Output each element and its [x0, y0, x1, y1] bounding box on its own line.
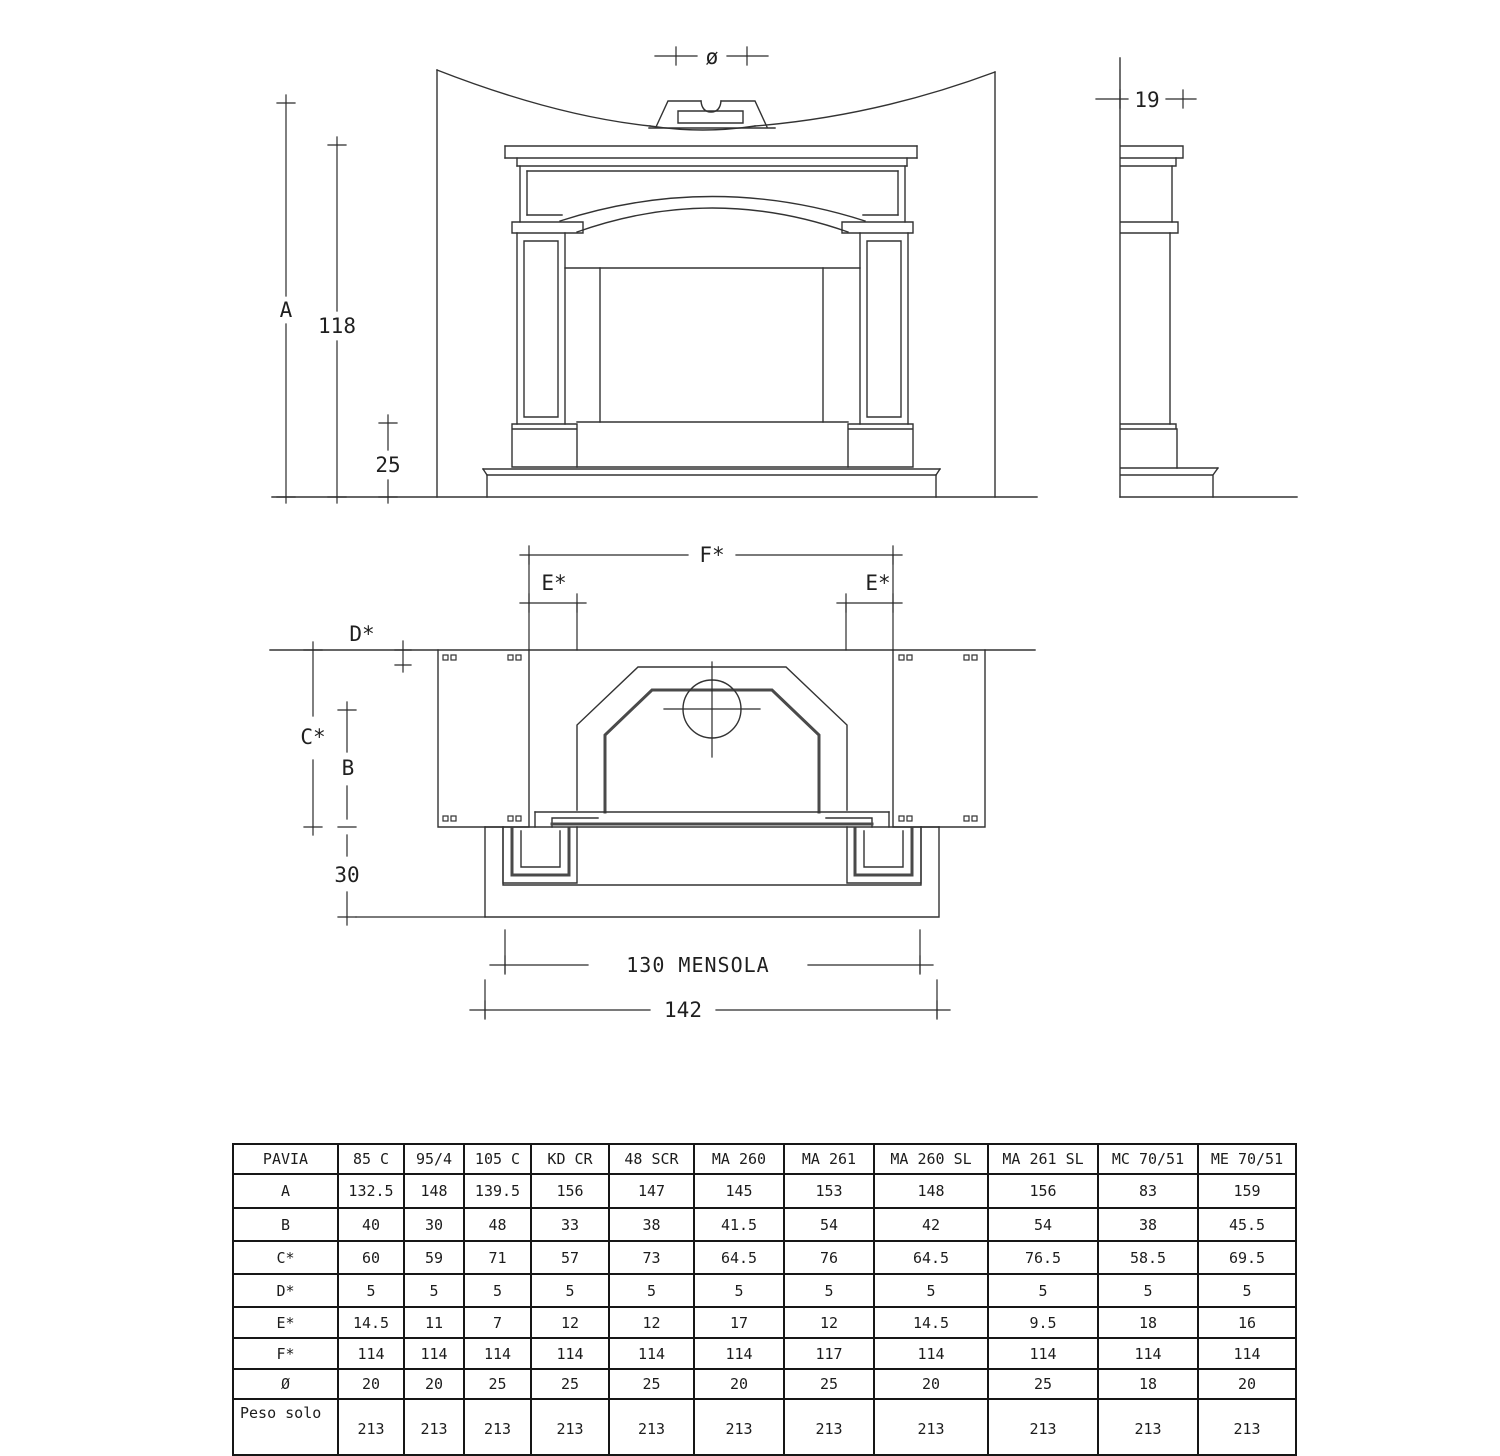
table-cell: 148	[874, 1174, 988, 1208]
column-bases	[512, 424, 913, 467]
dim-e-right	[837, 571, 902, 650]
table-cell: 114	[404, 1338, 464, 1369]
table-cell: 64.5	[694, 1241, 784, 1274]
dim-a	[277, 95, 295, 503]
dim-19-label: 19	[1134, 88, 1160, 112]
front-view	[272, 45, 1037, 503]
table-cell: 33	[531, 1208, 609, 1241]
table-cell: 213	[531, 1399, 609, 1455]
dim-diameter	[655, 45, 768, 69]
table-row	[233, 1274, 1296, 1307]
table-row	[233, 1208, 1296, 1241]
table-cell: 114	[531, 1338, 609, 1369]
table-cell: 213	[609, 1399, 694, 1455]
spec-table-container	[232, 1143, 1295, 1438]
table-cell: 114	[874, 1338, 988, 1369]
table-cell: 159	[1198, 1174, 1296, 1208]
table-cell: 5	[609, 1274, 694, 1307]
table-cell: 60	[338, 1241, 404, 1274]
table-cell: 20	[338, 1369, 404, 1399]
table-cell: 25	[784, 1369, 874, 1399]
flue-circle	[664, 662, 760, 757]
dim-mensola	[490, 930, 933, 977]
table-row	[233, 1174, 1296, 1208]
table-cell: 12	[531, 1307, 609, 1338]
table-cell: 41.5	[694, 1208, 784, 1241]
row-label: Ø	[233, 1369, 338, 1399]
table-cell: 213	[338, 1399, 404, 1455]
plan-columns	[503, 827, 921, 883]
table-cell: 156	[531, 1174, 609, 1208]
dim-mensola-label: 130 MENSOLA	[626, 953, 770, 977]
dim-c-label: C*	[300, 725, 326, 749]
table-cell: 213	[1098, 1399, 1198, 1455]
table-cell: 54	[784, 1208, 874, 1241]
dim-30-label: 30	[334, 863, 360, 887]
table-cell: 25	[531, 1369, 609, 1399]
table-cell: 57	[531, 1241, 609, 1274]
plan-shelf-steps	[485, 812, 939, 827]
table-row	[233, 1241, 1296, 1274]
table-row	[233, 1369, 1296, 1399]
table-cell: 213	[874, 1399, 988, 1455]
columns	[517, 233, 908, 424]
table-cell: 45.5	[1198, 1208, 1296, 1241]
column-header: MA 261	[784, 1144, 874, 1174]
table-cell: 147	[609, 1174, 694, 1208]
table-cell: 117	[784, 1338, 874, 1369]
table-cell: 148	[404, 1174, 464, 1208]
table-cell: 5	[1198, 1274, 1296, 1307]
table-cell: 114	[464, 1338, 531, 1369]
table-cell: 73	[609, 1241, 694, 1274]
row-label: D*	[233, 1274, 338, 1307]
table-cell: 5	[874, 1274, 988, 1307]
table-cell: 64.5	[874, 1241, 988, 1274]
dim-25-label: 25	[375, 453, 401, 477]
row-label: E*	[233, 1307, 338, 1338]
table-cell: 5	[531, 1274, 609, 1307]
table-header-row	[233, 1144, 1296, 1174]
row-label: A	[233, 1174, 338, 1208]
table-cell: 213	[988, 1399, 1098, 1455]
table-cell: 9.5	[988, 1307, 1098, 1338]
dim-d-label: D*	[349, 622, 375, 646]
table-cell: 153	[784, 1174, 874, 1208]
row-label: F*	[233, 1338, 338, 1369]
dim-c	[300, 642, 325, 835]
table-cell: 54	[988, 1208, 1098, 1241]
row-label: B	[233, 1208, 338, 1241]
table-cell: 12	[609, 1307, 694, 1338]
dim-25	[375, 415, 400, 503]
flue-collar	[649, 101, 775, 128]
dim-118	[318, 137, 356, 503]
mantel-shelf	[505, 146, 917, 166]
hearth-plinth	[483, 469, 940, 497]
table-cell: 5	[464, 1274, 531, 1307]
row-label: C*	[233, 1241, 338, 1274]
column-header: MA 261 SL	[988, 1144, 1098, 1174]
table-cell: 213	[694, 1399, 784, 1455]
table-cell: 18	[1098, 1307, 1198, 1338]
table-cell: 25	[988, 1369, 1098, 1399]
table-cell: 5	[404, 1274, 464, 1307]
table-cell: 213	[404, 1399, 464, 1455]
table-cell: 76.5	[988, 1241, 1098, 1274]
table-cell: 5	[1098, 1274, 1198, 1307]
table-cell: 5	[694, 1274, 784, 1307]
firebox-opening	[565, 268, 860, 467]
column-header: KD CR	[531, 1144, 609, 1174]
table-cell: 139.5	[464, 1174, 531, 1208]
dim-diameter-label: ø	[705, 45, 719, 69]
table-cell: 114	[338, 1338, 404, 1369]
arch	[560, 197, 865, 233]
table-cell: 114	[694, 1338, 784, 1369]
plan-mensola	[356, 827, 939, 917]
dim-f-label: F*	[699, 543, 725, 567]
column-header: MA 260 SL	[874, 1144, 988, 1174]
table-row	[233, 1338, 1296, 1369]
table-cell: 40	[338, 1208, 404, 1241]
table-cell: 25	[464, 1369, 531, 1399]
table-cell: 11	[404, 1307, 464, 1338]
table-cell: 114	[988, 1338, 1098, 1369]
dim-b-label: B	[341, 756, 355, 780]
table-cell: 38	[1098, 1208, 1198, 1241]
frieze	[520, 166, 905, 222]
dim-e-left	[520, 571, 586, 650]
row-label: Peso solo	[233, 1399, 338, 1455]
table-cell: 83	[1098, 1174, 1198, 1208]
spec-table	[232, 1143, 1297, 1456]
table-cell: 114	[1198, 1338, 1296, 1369]
column-header: ME 70/51	[1198, 1144, 1296, 1174]
column-header: MA 260	[694, 1144, 784, 1174]
table-cell: 145	[694, 1174, 784, 1208]
table-cell: 213	[784, 1399, 874, 1455]
dim-d	[349, 622, 411, 672]
plan-view	[270, 543, 1035, 1022]
table-cell: 59	[404, 1241, 464, 1274]
column-header: 48 SCR	[609, 1144, 694, 1174]
table-cell: 132.5	[338, 1174, 404, 1208]
column-header: PAVIA	[233, 1144, 338, 1174]
table-cell: 213	[464, 1399, 531, 1455]
table-cell: 18	[1098, 1369, 1198, 1399]
dim-a-label: A	[279, 298, 293, 322]
capitals	[512, 222, 913, 233]
table-cell: 20	[874, 1369, 988, 1399]
table-cell: 213	[1198, 1399, 1296, 1455]
column-header: MC 70/51	[1098, 1144, 1198, 1174]
dim-b	[338, 702, 356, 827]
table-cell: 114	[1098, 1338, 1198, 1369]
table-cell: 7	[464, 1307, 531, 1338]
table-cell: 5	[784, 1274, 874, 1307]
table-cell: 156	[988, 1174, 1098, 1208]
table-cell: 114	[609, 1338, 694, 1369]
dim-e-right-label: E*	[865, 571, 891, 595]
dim-19	[1096, 88, 1196, 112]
table-cell: 20	[404, 1369, 464, 1399]
table-cell: 38	[609, 1208, 694, 1241]
dim-142	[470, 980, 950, 1022]
table-cell: 12	[784, 1307, 874, 1338]
table-cell: 14.5	[874, 1307, 988, 1338]
table-cell: 5	[988, 1274, 1098, 1307]
table-cell: 69.5	[1198, 1241, 1296, 1274]
table-row	[233, 1399, 1296, 1455]
table-cell: 14.5	[338, 1307, 404, 1338]
table-cell: 71	[464, 1241, 531, 1274]
dim-142-label: 142	[664, 998, 702, 1022]
table-cell: 16	[1198, 1307, 1296, 1338]
table-cell: 30	[404, 1208, 464, 1241]
side-view	[1096, 58, 1297, 497]
column-header: 85 C	[338, 1144, 404, 1174]
column-header: 95/4	[404, 1144, 464, 1174]
table-cell: 5	[338, 1274, 404, 1307]
dim-30	[334, 835, 359, 925]
table-cell: 42	[874, 1208, 988, 1241]
table-cell: 25	[609, 1369, 694, 1399]
column-header: 105 C	[464, 1144, 531, 1174]
table-cell: 20	[694, 1369, 784, 1399]
table-cell: 48	[464, 1208, 531, 1241]
table-row	[233, 1307, 1296, 1338]
dim-118-label: 118	[318, 314, 356, 338]
dim-e-left-label: E*	[541, 571, 567, 595]
table-cell: 20	[1198, 1369, 1296, 1399]
table-cell: 76	[784, 1241, 874, 1274]
table-cell: 17	[694, 1307, 784, 1338]
table-cell: 58.5	[1098, 1241, 1198, 1274]
